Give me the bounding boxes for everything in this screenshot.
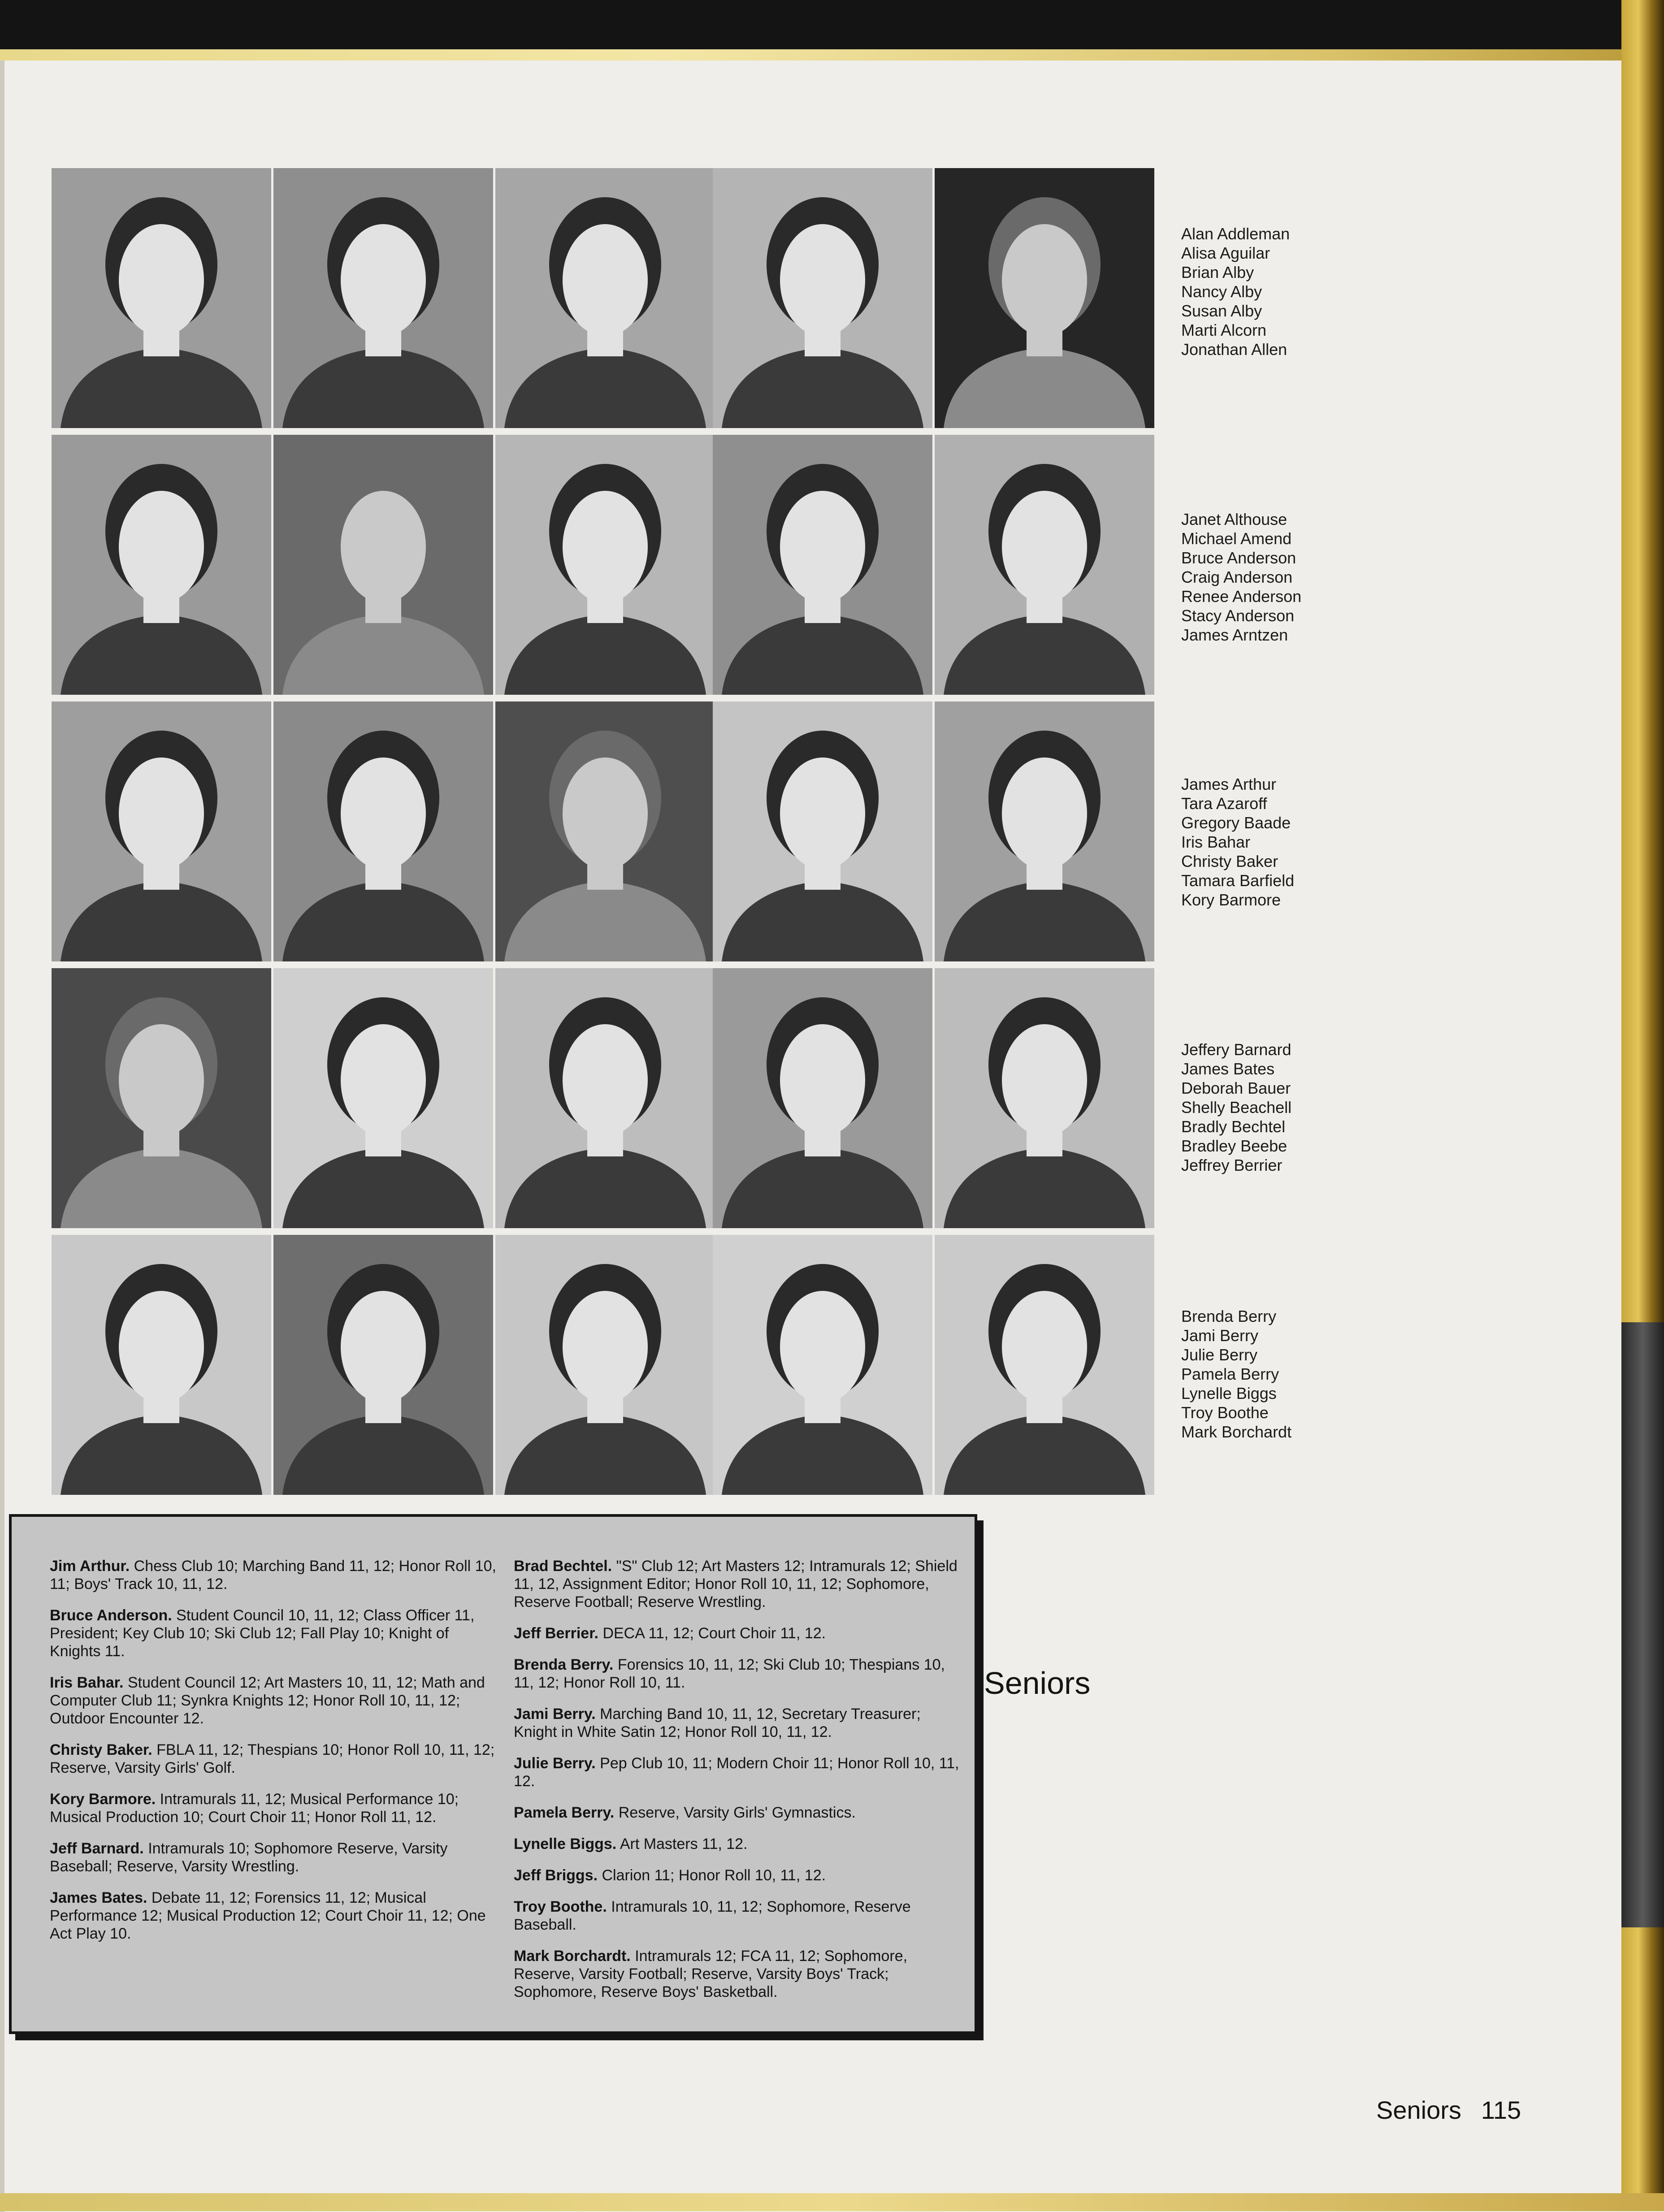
portrait-silhouette — [713, 168, 932, 428]
portrait-silhouette — [52, 1235, 271, 1495]
student-name: Brenda Berry — [1181, 1307, 1277, 1325]
name-list-row-2 — [1181, 510, 1369, 645]
portrait-silhouette — [713, 701, 932, 961]
student-name: Gregory Baade — [1181, 814, 1291, 832]
portrait-photo — [273, 968, 493, 1228]
portrait-photo — [273, 168, 493, 428]
activity-entry: Christy Baker. FBLA 11, 12; Thespians 10; Honor Roll 10, 11, 12; Reserve, Varsity Girls' Golf. — [50, 1741, 495, 1776]
portrait-row-4 — [52, 968, 1154, 1233]
portrait-photo — [273, 435, 493, 695]
student-name: Nancy Alby — [1181, 282, 1262, 301]
portrait-photo — [495, 168, 715, 428]
portrait-silhouette — [52, 701, 271, 961]
activity-entry: Bruce Anderson. Student Council 10, 11, 12; Class Officer 11, President; Key Club 10; Ski Club 12; Fall Play 10; Knight of Knights 11. — [50, 1607, 475, 1660]
name-list-row-1 — [1181, 224, 1369, 359]
portrait-silhouette — [495, 701, 715, 961]
student-name: Brian Alby — [1181, 263, 1254, 281]
student-name: Jonathan Allen — [1181, 340, 1287, 359]
student-name: Iris Bahar — [1181, 833, 1251, 851]
portrait-photo — [52, 435, 271, 695]
portrait-photo — [495, 701, 715, 961]
portrait-photo — [273, 701, 493, 961]
student-name: Tamara Barfield — [1181, 871, 1295, 890]
portrait-silhouette — [273, 1235, 493, 1495]
student-name: Michael Amend — [1181, 529, 1292, 548]
portrait-photo — [495, 968, 715, 1228]
portrait-photo — [52, 1235, 271, 1495]
student-name: James Arthur — [1181, 775, 1277, 793]
portrait-photo — [52, 701, 271, 961]
portrait-photo — [713, 701, 932, 961]
portrait-grid — [52, 168, 1154, 1499]
student-name: Renee Anderson — [1181, 587, 1302, 606]
portrait-photo — [935, 168, 1154, 428]
student-name: Stacy Anderson — [1181, 606, 1295, 625]
activity-entry: Kory Barmore. Intramurals 11, 12; Musical Performance 10; Musical Production 10; Court Choir 11; Honor Roll 11, 12. — [50, 1791, 459, 1826]
portrait-photo — [495, 435, 715, 695]
student-name: Christy Baker — [1181, 852, 1278, 870]
portrait-photo — [935, 701, 1154, 961]
portrait-silhouette — [495, 435, 715, 695]
portrait-photo — [713, 1235, 932, 1495]
section-title: Seniors — [984, 1666, 1091, 1701]
portrait-row-2 — [52, 435, 1154, 699]
activities-column-left — [50, 1557, 498, 1956]
student-name: Janet Althouse — [1181, 510, 1287, 528]
student-name: Bradley Beebe — [1181, 1137, 1287, 1155]
portrait-photo — [935, 435, 1154, 695]
portrait-silhouette — [935, 435, 1154, 695]
activity-entry: Lynelle Biggs. Art Masters 11, 12. — [514, 1835, 748, 1853]
portrait-row-3 — [52, 701, 1154, 966]
activity-entry: Brenda Berry. Forensics 10, 11, 12; Ski Club 10; Thespians 10, 11, 12; Honor Roll 10, 11. — [514, 1656, 945, 1691]
top-book-edge — [0, 0, 1664, 61]
portrait-silhouette — [52, 968, 271, 1228]
left-page-edge — [0, 61, 4, 2212]
portrait-silhouette — [935, 701, 1154, 961]
student-name: Deborah Bauer — [1181, 1079, 1291, 1097]
student-name: Kory Barmore — [1181, 891, 1281, 909]
bottom-book-edge — [0, 2193, 1664, 2211]
portrait-photo — [935, 1235, 1154, 1495]
activity-entry: Troy Boothe. Intramurals 10, 11, 12; Sophomore, Reserve Baseball. — [514, 1898, 911, 1933]
portrait-silhouette — [273, 968, 493, 1228]
student-name: Jami Berry — [1181, 1326, 1259, 1345]
portrait-photo — [52, 968, 271, 1228]
portrait-photo — [713, 968, 932, 1228]
portrait-photo — [935, 968, 1154, 1228]
portrait-row-1 — [52, 168, 1154, 433]
student-name: Shelly Beachell — [1181, 1098, 1292, 1117]
activity-entry: Jeff Berrier. DECA 11, 12; Court Choir 11, 12. — [514, 1625, 826, 1642]
portrait-silhouette — [935, 1235, 1154, 1495]
portrait-silhouette — [495, 168, 715, 428]
activity-entry: James Bates. Debate 11, 12; Forensics 11, 12; Musical Performance 12; Musical Production 12; Court Choir 11, 12; One Act Play 10. — [50, 1889, 486, 1942]
portrait-photo — [713, 168, 932, 428]
portrait-photo — [52, 168, 271, 428]
portrait-silhouette — [935, 168, 1154, 428]
portrait-silhouette — [273, 435, 493, 695]
activity-entry: Mark Borchardt. Intramurals 12; FCA 11, 12; Sophomore, Reserve, Varsity Football; Reserve, Varsity Boys' Track; Sophomore, Reserve Boys' Basketball. — [514, 1948, 908, 2000]
name-list-row-3 — [1181, 775, 1369, 909]
student-name: James Bates — [1181, 1060, 1275, 1078]
portrait-photo — [273, 1235, 493, 1495]
student-name: Pamela Berry — [1181, 1365, 1279, 1383]
portrait-row-5 — [52, 1235, 1154, 1499]
activity-entry: Julie Berry. Pep Club 10, 11; Modern Choir 11; Honor Roll 10, 11, 12. — [514, 1755, 959, 1790]
student-name: Troy Boothe — [1181, 1403, 1269, 1422]
student-name: Bradly Bechtel — [1181, 1117, 1286, 1136]
name-list-row-5 — [1181, 1307, 1369, 1441]
page-folio — [1376, 2095, 1521, 2125]
book-spine — [1621, 0, 1664, 2211]
name-list-row-4 — [1181, 1040, 1369, 1175]
senior-activities-box — [9, 1514, 977, 2034]
portrait-silhouette — [495, 968, 715, 1228]
page-number: 115 — [1481, 2096, 1521, 2124]
student-name: Jeffrey Berrier — [1181, 1156, 1283, 1174]
student-name: Alan Addleman — [1181, 225, 1290, 243]
activity-entry: Jeff Briggs. Clarion 11; Honor Roll 10, 11, 12. — [514, 1867, 826, 1884]
activities-column-right — [514, 1557, 962, 2014]
student-name: Lynelle Biggs — [1181, 1384, 1277, 1403]
activity-entry: Iris Bahar. Student Council 12; Art Masters 10, 11, 12; Math and Computer Club 11; Synkra Knights 12; Honor Roll 10, 11, 12; Outdoor Encounter 12. — [50, 1674, 485, 1727]
portrait-silhouette — [495, 1235, 715, 1495]
student-name: Marti Alcorn — [1181, 321, 1267, 339]
student-name: Alisa Aguilar — [1181, 244, 1270, 262]
student-name: Bruce Anderson — [1181, 549, 1296, 567]
portrait-silhouette — [713, 435, 932, 695]
activity-entry: Jami Berry. Marching Band 10, 11, 12, Secretary Treasurer; Knight in White Satin 12; Honor Roll 10, 11, 12. — [514, 1706, 921, 1740]
student-name: Julie Berry — [1181, 1346, 1258, 1364]
portrait-silhouette — [52, 435, 271, 695]
portrait-photo — [713, 435, 932, 695]
activity-entry: Jeff Barnard. Intramurals 10; Sophomore Reserve, Varsity Baseball; Reserve, Varsity Wrestling. — [50, 1840, 448, 1875]
activity-entry: Jim Arthur. Chess Club 10; Marching Band 11, 12; Honor Roll 10, 11; Boys' Track 10, 11, 12. — [50, 1558, 496, 1593]
activity-entry: Brad Bechtel. "S" Club 12; Art Masters 12; Intramurals 12; Shield 11, 12, Assignment Editor; Honor Roll 10, 11, 12; Sophomore, Reserve Football; Reserve Wrestling. — [514, 1558, 958, 1610]
student-name: Craig Anderson — [1181, 568, 1293, 586]
portrait-silhouette — [935, 968, 1154, 1228]
portrait-silhouette — [52, 168, 271, 428]
portrait-silhouette — [713, 1235, 932, 1495]
portrait-silhouette — [273, 168, 493, 428]
student-name: Tara Azaroff — [1181, 794, 1267, 813]
portrait-silhouette — [713, 968, 932, 1228]
portrait-photo — [495, 1235, 715, 1495]
student-name: Mark Borchardt — [1181, 1423, 1292, 1441]
folio-label: Seniors — [1376, 2096, 1461, 2124]
student-name: Susan Alby — [1181, 302, 1262, 320]
student-name: James Arntzen — [1181, 626, 1288, 644]
student-name: Jeffery Barnard — [1181, 1040, 1291, 1059]
activity-entry: Pamela Berry. Reserve, Varsity Girls' Gymnastics. — [514, 1804, 856, 1821]
portrait-silhouette — [273, 701, 493, 961]
